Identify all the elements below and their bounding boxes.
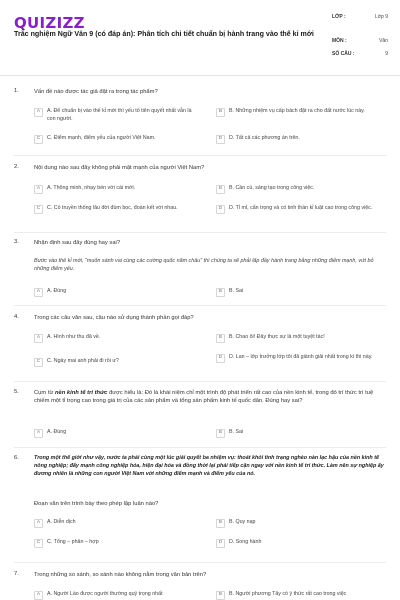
option-b[interactable] bbox=[216, 334, 376, 343]
option-b[interactable] bbox=[216, 429, 376, 438]
option-letter-box[interactable]: C bbox=[34, 205, 43, 214]
question-divider bbox=[14, 305, 386, 306]
option-a[interactable] bbox=[34, 288, 194, 297]
option-letter-box[interactable]: C bbox=[34, 539, 43, 548]
option-text: C. Tổng – phân – hợp bbox=[47, 539, 99, 545]
option-d[interactable] bbox=[216, 354, 376, 363]
question-number: 6. bbox=[14, 455, 19, 461]
option-c[interactable] bbox=[34, 135, 194, 144]
question-divider bbox=[14, 562, 386, 563]
quizizz-logo: QUIZIZZ bbox=[14, 14, 85, 32]
option-text: B. Người phương Tây có ý thức rất cao trong việc bbox=[229, 591, 347, 597]
question-text: Nhận định sau đây đúng hay sai? bbox=[34, 240, 121, 246]
question-number: 4. bbox=[14, 314, 19, 320]
option-text: D. Tỉ mỉ, cẩn trọng và có tinh thần kỉ luật cao trong công việc. bbox=[229, 205, 373, 211]
option-letter-box[interactable]: D bbox=[216, 135, 225, 144]
worksheet-header bbox=[0, 0, 400, 76]
option-text: A. Người Lào được người thường quý trọng nhất bbox=[47, 591, 163, 597]
question-text-pre: Cụm từ bbox=[34, 390, 55, 396]
option-text: A. Hình như thu đã về. bbox=[47, 334, 101, 340]
option-letter-box[interactable]: D bbox=[216, 539, 225, 548]
question-number: 5. bbox=[14, 389, 19, 395]
option-text: D. Song hành bbox=[229, 539, 262, 545]
question-text: Vấn đề nào được tác giả đặt ra trong tác phẩm? bbox=[34, 89, 158, 95]
option-b[interactable] bbox=[216, 288, 376, 297]
question-passage: Trong một thế giới như vậy, nước ta phải cùng một lúc giải quyết ba nhiệm vụ: thoát khỏi tình trạng nghèo nàn lạc hậu của nền kinh tế nông nghiệp; đẩy mạnh công nghiệp hóa, hiện đại hóa và đồng thời lại phải tiếp cận ngay với nền kinh tế tri thức. Làm nên sự nghiệp ấy đương nhiên là những con người Việt Nam với những điểm mạnh và điểm yếu của nó. bbox=[34, 455, 384, 477]
question-text bbox=[34, 389, 384, 406]
question-text: Đoạn văn trên trình bày theo phép lập luận nào? bbox=[34, 501, 159, 507]
option-letter-box[interactable]: B bbox=[216, 591, 225, 600]
option-text: D. Lan – lớp trưởng lớp tôi đã giành giải nhất trong kì thi này. bbox=[229, 354, 373, 360]
option-text: C. Điểm mạnh, điểm yếu của người Việt Nam. bbox=[47, 135, 156, 141]
meta-class-row bbox=[332, 14, 388, 32]
option-a[interactable] bbox=[34, 591, 194, 600]
option-text: C. Có truyền thống lâu đời đùm bọc, đoàn kết với nhau. bbox=[47, 205, 178, 211]
meta-class-value: Lớp 9 bbox=[374, 14, 388, 20]
option-a[interactable] bbox=[34, 334, 194, 343]
option-letter-box[interactable]: D bbox=[216, 205, 225, 214]
option-d[interactable] bbox=[216, 135, 376, 144]
meta-subject-value: Văn bbox=[379, 38, 388, 44]
question-number: 7. bbox=[14, 571, 19, 577]
option-letter-box[interactable]: B bbox=[216, 185, 225, 194]
option-letter-box[interactable]: C bbox=[34, 358, 43, 367]
option-text: B. Cần cù, sáng tạo trong công việc. bbox=[229, 185, 315, 191]
question-number: 3. bbox=[14, 239, 19, 245]
option-text: B. Sai bbox=[229, 429, 244, 435]
meta-count-label: SỐ CÂU : bbox=[332, 50, 355, 57]
option-letter-box[interactable]: B bbox=[216, 519, 225, 528]
question-text-post: được hiểu là: Đó là khái niệm chỉ một trình độ phát triển rất cao của nền kinh tế, trong đó trí thức trí tuệ chiếm một tỉ trọng cao trong giá trị của các sản phẩm và tổng sản phẩm kinh tế quốc dân. Đúng hay sai? bbox=[34, 390, 374, 405]
question-number: 1. bbox=[14, 88, 19, 94]
question-divider bbox=[14, 447, 386, 448]
question-number: 2. bbox=[14, 164, 19, 170]
option-text: A. Đúng bbox=[47, 429, 67, 435]
option-text: B. Chao ôi! Đây thực sự là một tuyệt tác! bbox=[229, 334, 325, 340]
meta-subject-row bbox=[332, 38, 388, 45]
option-d[interactable] bbox=[216, 539, 376, 548]
meta-class-label: LỚP : bbox=[332, 14, 346, 20]
option-c[interactable] bbox=[34, 358, 194, 367]
option-text: B. Những nhiệm vụ cấp bách đặt ra cho đất nước lúc này. bbox=[229, 108, 365, 114]
option-letter-box[interactable]: A bbox=[34, 288, 43, 297]
option-letter-box[interactable]: A bbox=[34, 185, 43, 194]
question-divider bbox=[14, 381, 386, 382]
meta-subject-label: MÔN : bbox=[332, 38, 347, 44]
question-text: Nội dung nào sau đây không phải mặt mạnh của người Việt Nam? bbox=[34, 165, 205, 171]
question-quote: Bước vào thế kỉ mới, "muốn sánh vai cùng các cường quốc năm châu" thì chúng ta sẽ phải lấp đầy hành trang bằng những điểm mạnh, vứt bỏ những điểm yếu. bbox=[34, 258, 374, 272]
question-text: Trong những so sánh, so sánh nào không nằm trong văn bản trên? bbox=[34, 572, 207, 578]
question-divider bbox=[14, 232, 386, 233]
option-a[interactable] bbox=[34, 519, 194, 528]
option-letter-box[interactable]: A bbox=[34, 591, 43, 600]
option-b[interactable] bbox=[216, 519, 376, 528]
option-text: B. Quy nạp bbox=[229, 519, 256, 525]
option-text: A. Đúng bbox=[47, 288, 67, 294]
option-c[interactable] bbox=[34, 205, 194, 214]
option-letter-box[interactable]: A bbox=[34, 429, 43, 438]
option-letter-box[interactable]: D bbox=[216, 354, 225, 363]
option-a[interactable] bbox=[34, 429, 194, 438]
meta-count-row bbox=[332, 51, 388, 58]
option-letter-box[interactable]: A bbox=[34, 519, 43, 528]
option-c[interactable] bbox=[34, 539, 194, 548]
option-d[interactable] bbox=[216, 205, 376, 214]
worksheet-meta bbox=[332, 14, 388, 64]
option-letter-box[interactable]: A bbox=[34, 108, 43, 117]
meta-count-value: 9 bbox=[385, 50, 388, 57]
option-b[interactable] bbox=[216, 185, 376, 194]
question-text: Trong các câu văn sau, câu nào sử dụng thành phần gọi đáp? bbox=[34, 315, 194, 321]
option-text: A. Thông minh, nhạy bén với cái mới. bbox=[47, 185, 136, 191]
option-a[interactable] bbox=[34, 108, 194, 123]
option-b[interactable] bbox=[216, 108, 376, 117]
option-letter-box[interactable]: B bbox=[216, 288, 225, 297]
option-text: B. Sai bbox=[229, 288, 244, 294]
option-letter-box[interactable]: B bbox=[216, 429, 225, 438]
option-letter-box[interactable]: B bbox=[216, 334, 225, 343]
option-text: D. Tất cả các phương án trên. bbox=[229, 135, 300, 141]
question-divider bbox=[14, 155, 386, 156]
question-term: nền kinh tế tri thức bbox=[54, 390, 108, 396]
option-b[interactable] bbox=[216, 591, 376, 600]
option-a[interactable] bbox=[34, 185, 194, 194]
option-letter-box[interactable]: C bbox=[34, 135, 43, 144]
option-text: A. Diễn dịch bbox=[47, 519, 76, 525]
option-letter-box[interactable]: A bbox=[34, 334, 43, 343]
option-letter-box[interactable]: B bbox=[216, 108, 225, 117]
option-text: C. Ngày mai anh phải đi rồi ư? bbox=[47, 358, 119, 364]
worksheet-title: Trắc nghiệm Ngữ Văn 9 (có đáp án): Phân tích chi tiết chuẩn bị hành trang vào thế kỉ mới bbox=[14, 30, 314, 38]
option-text: A. Để chuẩn bị vào thế kỉ mới thì yếu tố tiên quyết nhất vẫn là con người. bbox=[47, 108, 192, 122]
